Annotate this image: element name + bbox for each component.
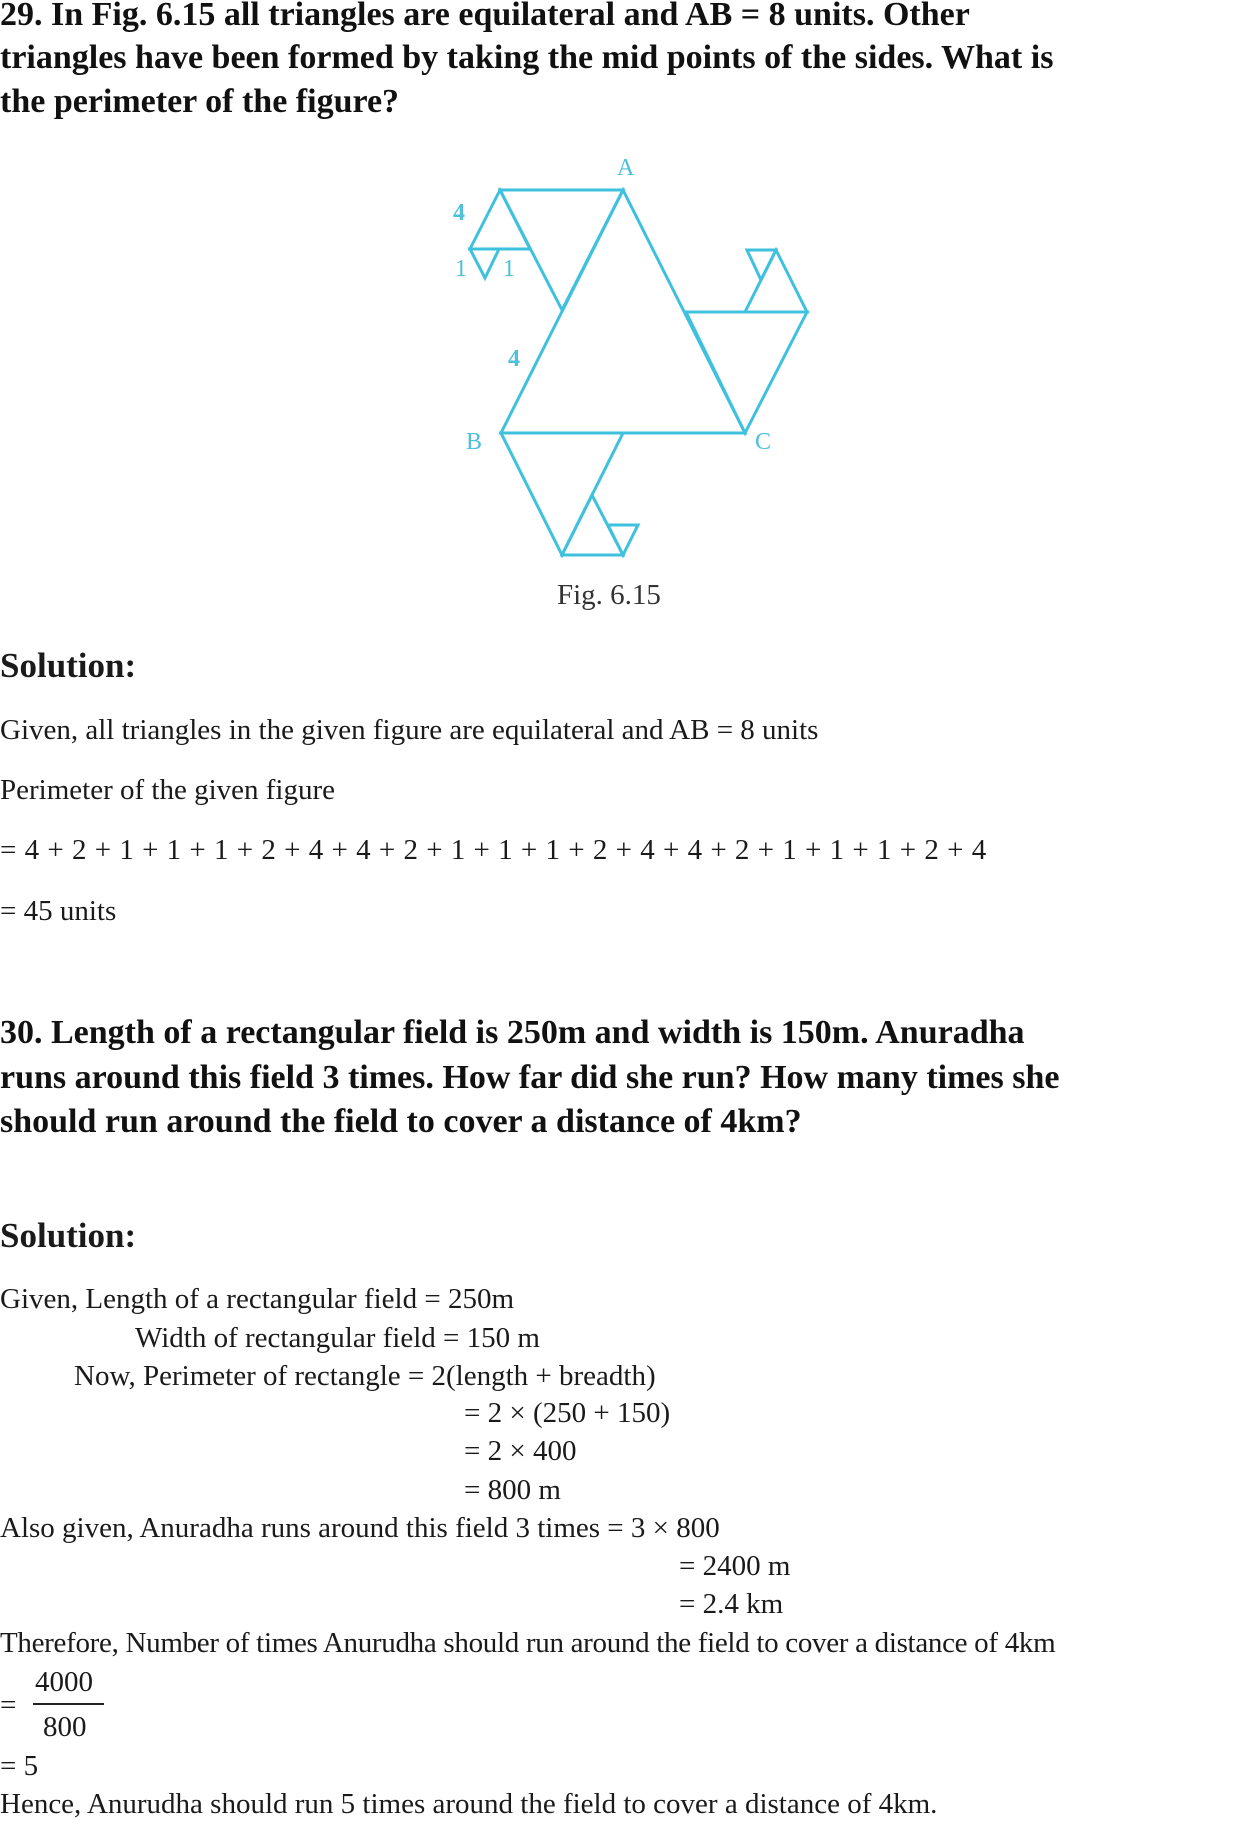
right-triangle [686, 312, 807, 433]
figure-caption: Fig. 6.15 [557, 579, 661, 611]
solution-line: = 4 + 2 + 1 + 1 + 1 + 2 + 4 + 4 + 2 + 1 + 1 + 1 + 2 + 4 + 4 + 2 + 1 + 1 + 1 + 2 + 4 [0, 834, 987, 866]
solution-line: = 2 × 400 [464, 1435, 577, 1467]
solution-line: Also given, Anuradha runs around this field 3 times = 3 × 800 [0, 1512, 720, 1544]
solution-line: Given, Length of a rectangular field = 250m [0, 1283, 515, 1315]
solution-heading: Solution: [0, 1216, 137, 1255]
equals-sign: = [0, 1689, 17, 1721]
bottom-triangle [501, 433, 623, 555]
solution-line: = 800 m [464, 1474, 561, 1506]
label-side-1-left: 1 [455, 256, 467, 282]
solution-answer: = 45 units [0, 895, 117, 927]
solution-conclusion: Hence, Anurudha should run 5 times around the field to cover a distance of 4km. [0, 1788, 938, 1820]
solution-line: Now, Perimeter of rectangle = 2(length + breadth) [74, 1360, 656, 1392]
solution-line: = 2.4 km [679, 1588, 784, 1620]
label-a: A [617, 155, 635, 181]
label-side-1-right: 1 [503, 256, 515, 282]
question-text-line: runs around this field 3 times. How far did she run? How many times she [0, 1059, 1060, 1096]
label-side-4-ab: 4 [508, 346, 520, 372]
tiny-triangle-right [747, 250, 776, 280]
small-triangle-top-left [470, 190, 530, 249]
small-triangle-right [745, 250, 807, 312]
solution-line: = 2 × (250 + 150) [464, 1397, 671, 1429]
fraction-denominator: 800 [43, 1711, 87, 1743]
question-text-line: the perimeter of the figure? [0, 83, 400, 120]
solution-line: Width of rectangular field = 150 m [135, 1322, 540, 1354]
fraction-bar [33, 1703, 104, 1705]
solution-line: Given, all triangles in the given figure are equilateral and AB = 8 units [0, 714, 819, 746]
solution-result: = 5 [0, 1750, 39, 1782]
question-text-line: triangles have been formed by taking the mid points of the sides. What is [0, 39, 1054, 76]
tiny-triangle-top-left [470, 249, 499, 278]
label-side-4-top: 4 [453, 200, 465, 226]
label-c: C [755, 429, 772, 455]
figure-6-15 [0, 0, 1247, 640]
tiny-triangle-bottom [608, 525, 638, 555]
label-b: B [466, 429, 483, 455]
question-text-line: 29. In Fig. 6.15 all triangles are equilateral and AB = 8 units. Other [0, 0, 970, 33]
solution-line: = 2400 m [679, 1550, 791, 1582]
fraction-numerator: 4000 [35, 1666, 93, 1698]
solution-line: Therefore, Number of times Anurudha should run around the field to cover a distance of 4km [0, 1627, 1056, 1659]
solution-heading: Solution: [0, 646, 137, 685]
solution-line: Perimeter of the given figure [0, 774, 335, 806]
question-text-line: should run around the field to cover a distance of 4km? [0, 1103, 802, 1140]
question-text-line: 30. Length of a rectangular field is 250m and width is 150m. Anuradha [0, 1014, 1025, 1051]
